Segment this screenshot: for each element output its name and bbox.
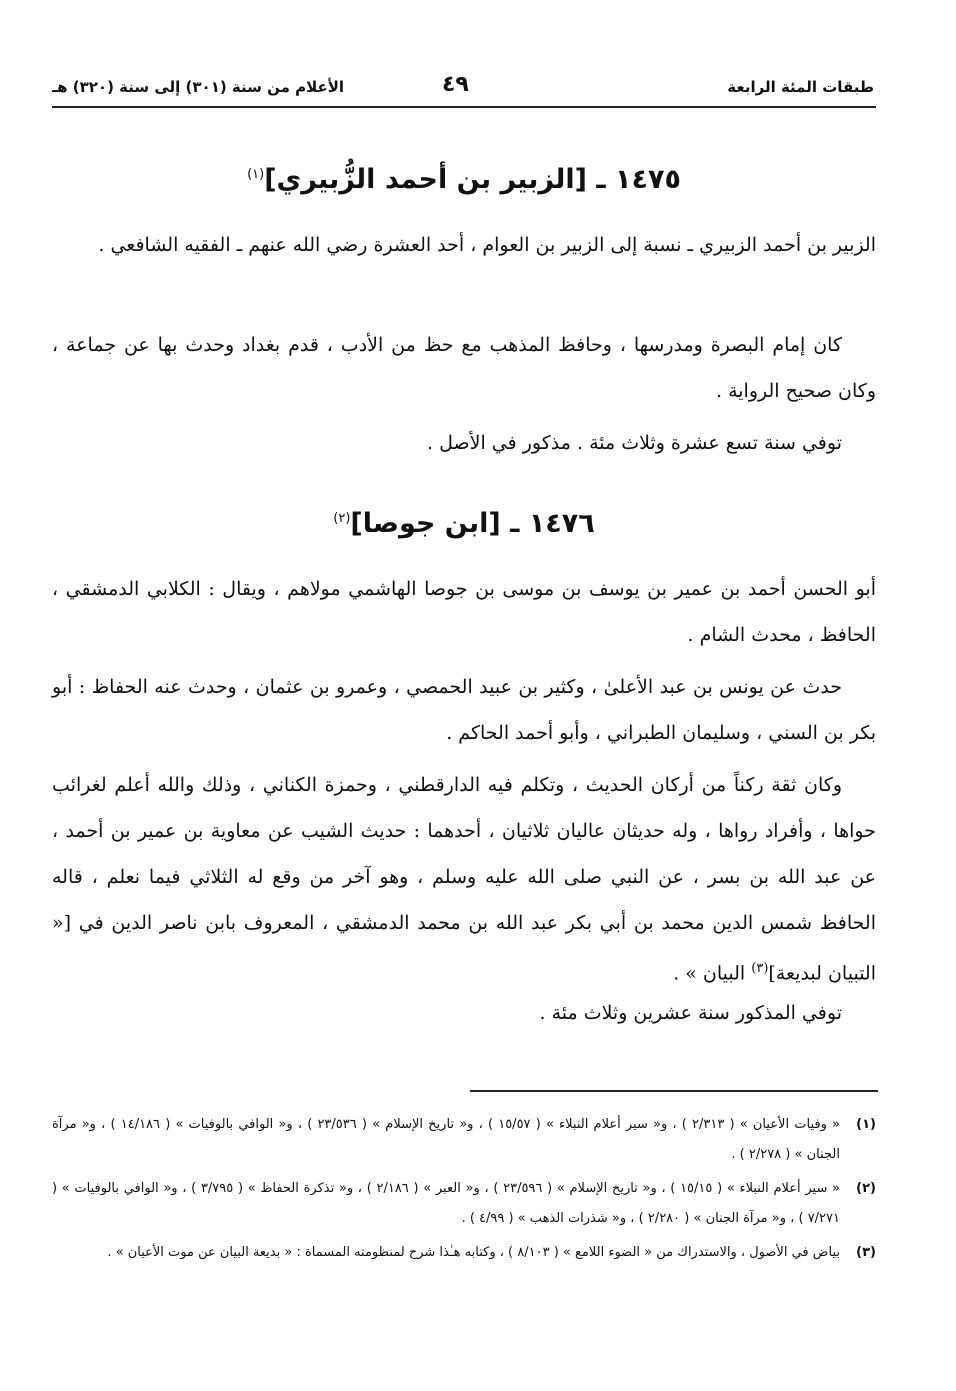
footnote-divider: [470, 1090, 878, 1092]
paragraph-tail: البيان » .: [673, 962, 752, 985]
header-year-range: الأعلام من سنة (٣٠١) إلى سنة (٣٢٠) هـ: [52, 78, 345, 96]
footnote-text: « وفيات الأعيان » ( ٢/٣١٣ ) ، و« سير أعلام النبلاء » ( ١٥/٥٧ ) ، و« تاريخ الإسلام » ( ٢٣/٥٣٦ ) ، و« الوافي بالوفيات » ( ١٤/١٨٦ ) ، و« مرآة الجنان » ( ٢/٢٧٨ ) .: [52, 1117, 840, 1162]
header-section-title: طبقات المئة الرابعة: [727, 78, 874, 96]
footnote-2: [52, 1174, 876, 1234]
paragraph: أبو الحسن أحمد بن عمير بن يوسف بن موسى بن جوصا الهاشمي مولاهم ، ويقال : الكلابي الدمشقي ، الحافظ ، محدث الشام .: [52, 578, 876, 646]
paragraph: الزبير بن أحمد الزبيري ـ نسبة إلى الزبير بن العوام ، أحد العشرة رضي الله عنهم ـ الفقيه الشافعي .: [98, 234, 876, 256]
footnote-ref-3[interactable]: (٣): [751, 961, 769, 976]
page-number: ٤٩: [442, 72, 469, 97]
footnote-ref-2[interactable]: (٢): [333, 511, 351, 526]
entry-title-1476: [52, 508, 876, 539]
footnote-number: (٢): [856, 1181, 876, 1196]
footnote-3: [52, 1238, 876, 1268]
paragraph: توفي المذكور سنة عشرين وثلاث مئة .: [539, 1002, 842, 1024]
paragraph: حدث عن يونس بن عبد الأعلىٰ ، وكثير بن عبيد الحمصي ، وعمرو بن عثمان ، وحدث عنه الحفاظ : أبو بكر بن السني ، وسليمان الطبراني ، وأبو أحمد الحاكم .: [52, 676, 876, 744]
paragraph: توفي سنة تسع عشرة وثلاث مئة . مذكور في الأصل .: [427, 432, 842, 454]
paragraph-text: وكان ثقة ركناً من أركان الحديث ، وتكلم فيه الدارقطني ، وحمزة الكناني ، وذلك والله أعلم لغرائب حواها ، وأفراد رواها ، وله حديثان عاليان ثلاثيان ، أحدهما : حديث الشيب عن معاوية بن عمير بن أحمد ، عن عبد الله بن بسر ، عن النبي صلى الله عليه وسلم ، وهو آخر من وقع له الثلاثي فيما نعلم ، قاله الحافظ شمس الدين محمد بن أبي بكر عبد الله بن محمد الدمشقي ، المعروف بابن ناصر الدين في [« التبيان لبديعة]: [52, 774, 876, 985]
entry-title-text: ١٤٧٦ ـ [ابن جوصا]: [350, 508, 595, 539]
footnote-number: (١): [856, 1117, 876, 1132]
footnote-number: (٣): [856, 1245, 876, 1260]
paragraph: كان إمام البصرة ومدرسها ، وحافظ المذهب مع حظ من الأدب ، قدم بغداد وحدث بها عن جماعة ، وكان صحيح الرواية .: [52, 334, 876, 402]
footnote-ref-1[interactable]: (١): [247, 167, 265, 182]
footnote-1: [52, 1110, 876, 1170]
entry-title-text: ١٤٧٥ ـ [الزبير بن أحمد الزُّبيري]: [264, 164, 681, 195]
footnote-text: بياض في الأصول ، والاستدراك من « الضوء اللامع » ( ٨/١٠٣ ) ، وكتابه هـٰذا شرح لمنظومته المسماة : « بديعة البيان عن موت الأعيان » .: [107, 1245, 840, 1260]
entry-title-1475: [52, 164, 876, 195]
running-header: [52, 66, 876, 108]
paragraph: [52, 762, 876, 996]
footnote-text: « سير أعلام النبلاء » ( ١٥/١٥ ) ، و« تاريخ الإسلام » ( ٢٣/٥٩٦ ) ، و« العبر » ( ٢/١٨٦ ) ، و« تذكرة الحفاظ » ( ٣/٧٩٥ ) ، و« الوافي بالوفيات » ( ٧/٢٧١ ) ، و« مرآة الجنان » ( ٢/٢٨٠ ) ، و« شذرات الذهب » ( ٤/٩٩ ) .: [52, 1181, 840, 1226]
